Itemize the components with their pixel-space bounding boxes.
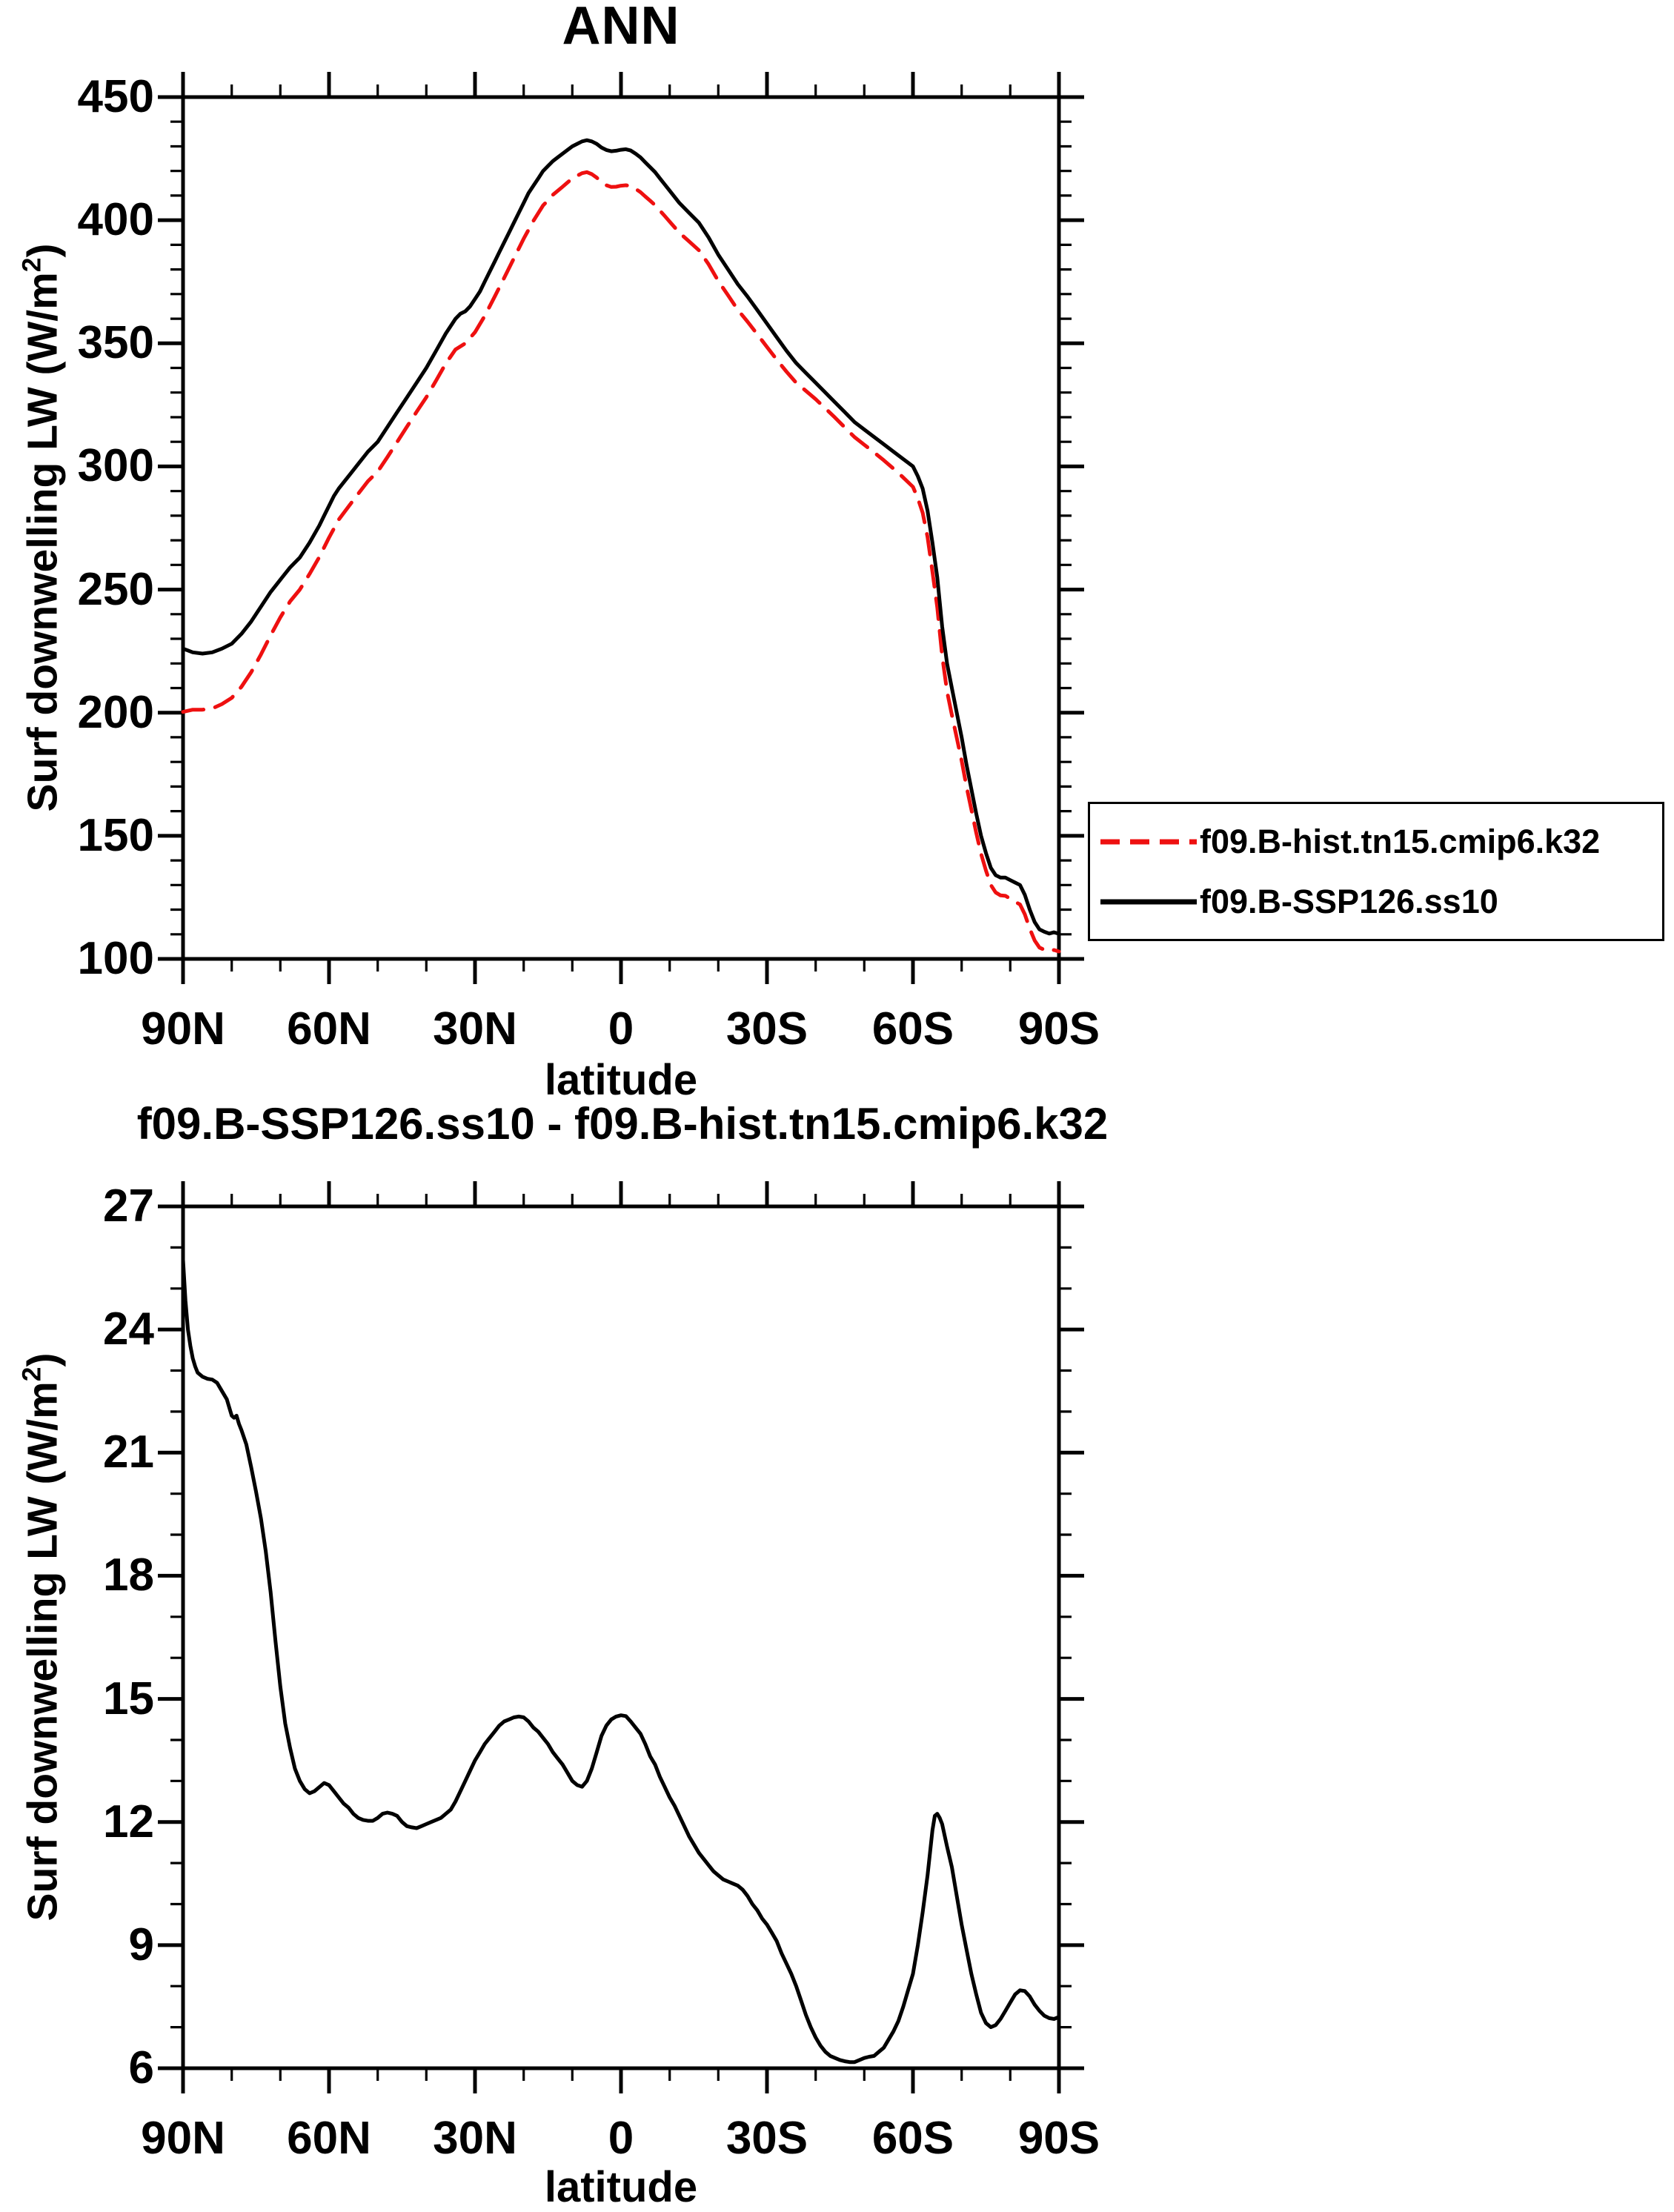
y-axis-label-sup: 2 — [17, 1366, 47, 1382]
series-line-dashed — [183, 172, 1059, 951]
y-tick-label: 27 — [103, 1180, 154, 1232]
x-tick-label: 90N — [141, 2113, 225, 2164]
minor-ticks — [170, 1194, 1072, 2081]
y-tick-label: 24 — [103, 1303, 154, 1355]
x-tick-label: 60S — [871, 2113, 954, 2164]
major-ticks — [158, 72, 1084, 984]
y-tick-label: 21 — [103, 1426, 154, 1478]
x-tick-label: 60N — [287, 1003, 371, 1054]
major-ticks — [158, 1181, 1084, 2093]
x-tick-label: 30S — [725, 1003, 808, 1054]
x-tick-label: 60N — [287, 2113, 371, 2164]
legend-row-ssp — [1097, 883, 1659, 921]
x-tick-label: 0 — [608, 1003, 634, 1054]
series-line-solid — [183, 1260, 1059, 2062]
top-chart-title: ANN — [562, 0, 680, 56]
y-axis-label-text: Surf downwelling LW (W/m — [19, 272, 67, 812]
y-axis-label-sup: 2 — [17, 257, 47, 273]
y-tick-label: 400 — [77, 194, 154, 246]
y-axis-label-close: ) — [19, 1352, 67, 1367]
legend-dashed-line-sample — [1097, 836, 1200, 848]
y-tick-label: 450 — [77, 71, 154, 122]
minor-ticks — [170, 84, 1072, 972]
x-tick-label: 90S — [1017, 1003, 1100, 1054]
y-tick-label: 15 — [103, 1673, 154, 1724]
y-tick-label: 9 — [128, 1919, 154, 1970]
x-tick-label: 30S — [725, 2113, 808, 2164]
x-tick-label: 60S — [871, 1003, 954, 1054]
y-tick-label: 100 — [77, 933, 154, 984]
axis-frame — [183, 1206, 1059, 2068]
legend-label-hist: f09.B-hist.tn15.cmip6.k32 — [1200, 822, 1601, 860]
y-tick-label: 12 — [103, 1796, 154, 1847]
legend — [1088, 802, 1664, 941]
y-axis-label-text: Surf downwelling LW (W/m — [19, 1381, 67, 1922]
legend-label-ssp: f09.B-SSP126.ss10 — [1200, 882, 1498, 920]
y-axis-label-close: ) — [19, 243, 67, 258]
x-tick-label: 90N — [141, 1003, 225, 1054]
y-tick-label: 6 — [128, 2042, 154, 2093]
y-tick-label: 350 — [77, 317, 154, 369]
legend-row-hist — [1097, 823, 1659, 861]
y-tick-label: 18 — [103, 1550, 154, 1601]
x-tick-label: 30N — [433, 1003, 517, 1054]
bottom-chart-title: f09.B-SSP126.ss10 - f09.B-hist.tn15.cmip6.k32 — [136, 1099, 1109, 1149]
legend-solid-line-sample — [1097, 896, 1200, 908]
y-tick-label: 150 — [77, 809, 154, 861]
x-tick-label: 90S — [1017, 2113, 1100, 2164]
y-tick-label: 300 — [77, 440, 154, 492]
y-tick-label: 200 — [77, 686, 154, 738]
y-tick-label: 250 — [77, 563, 154, 615]
x-tick-label: 0 — [608, 2113, 634, 2164]
bottom-x-axis-label: latitude — [544, 2163, 698, 2211]
top-x-axis-label: latitude — [544, 1056, 698, 1104]
axis-frame — [183, 97, 1059, 959]
x-tick-label: 30N — [433, 2113, 517, 2164]
